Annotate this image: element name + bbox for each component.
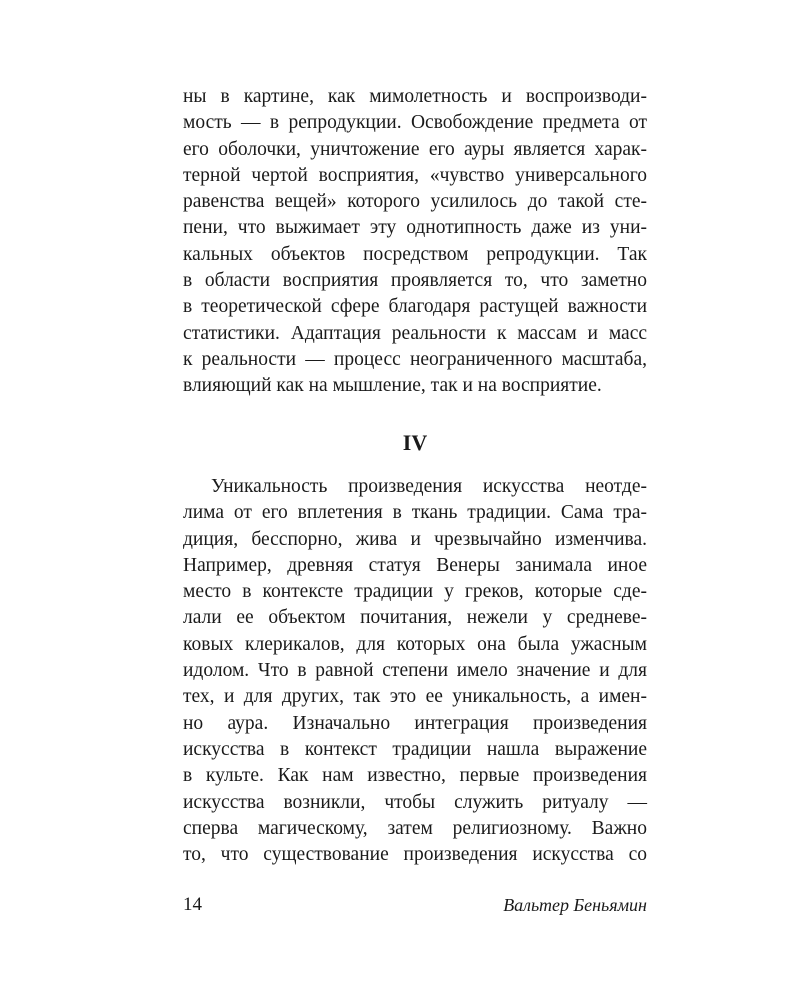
text-line: в теоретической сфере благодаря растущей важности — [183, 296, 647, 318]
text-line: лали ее объектом почитания, нежели у средневе- — [183, 607, 647, 629]
text-line: сперва магическому, затем религиозному. Важно — [183, 817, 647, 839]
text-line: место в контексте традиции у греков, которые сде- — [183, 581, 647, 603]
paragraph-section-iv — [183, 474, 647, 868]
text-line: тех, и для других, так это ее уникальность, а имен- — [183, 686, 647, 708]
text-line: к реальности — процесс неограниченного масштаба, — [183, 348, 647, 370]
text-line: Уникальность произведения искусства неотде- — [211, 476, 647, 497]
text-line: в области восприятия проявляется то, что заметно — [183, 270, 647, 292]
text-line: лима от его вплетения в ткань традиции. Сама тра- — [183, 502, 647, 524]
text-line: ны в картине, как мимолетность и воспроизводи- — [183, 86, 647, 107]
running-footer-author: Вальтер Беньямин — [503, 895, 647, 915]
text-line: идолом. Что в равной степени имело значение и для — [183, 660, 647, 682]
text-line: его оболочки, уничтожение его ауры является харак- — [183, 138, 647, 160]
text-line: равенства вещей» которого усилилось до такой сте- — [183, 191, 647, 213]
text-line: но аура. Изначально интеграция произведения — [183, 712, 647, 734]
text-line: кальных объектов посредством репродукции. Так — [183, 243, 647, 265]
text-line: Например, древняя статуя Венеры занимала иное — [183, 554, 647, 576]
text-line: диция, бесспорно, жива и чрезвычайно изменчива. — [183, 528, 647, 550]
text-line: пени, что выжимает эту однотипность даже из уни- — [183, 217, 647, 239]
section-heading: IV — [402, 430, 428, 455]
text-line: статистики. Адаптация реальности к массам и масс — [183, 322, 647, 344]
paragraph-before-section — [183, 84, 647, 400]
text-line: в культе. Как нам известно, первые произведения — [183, 765, 647, 787]
text-line: мость — в репродукции. Освобождение предмета от — [183, 112, 647, 134]
text-line: терной чертой восприятия, «чувство универсального — [183, 164, 647, 186]
text-line: то, что существование произведения искусства со — [183, 844, 647, 866]
page-number: 14 — [183, 894, 202, 915]
text-line: искусства в контекст традиции нашла выражение — [183, 738, 647, 760]
text-line: влияющий как на мышление, так и на восприятие. — [183, 375, 602, 397]
text-line: ковых клерикалов, для которых она была ужасным — [183, 633, 647, 655]
text-line: искусства возникли, чтобы служить ритуалу — — [183, 791, 647, 813]
